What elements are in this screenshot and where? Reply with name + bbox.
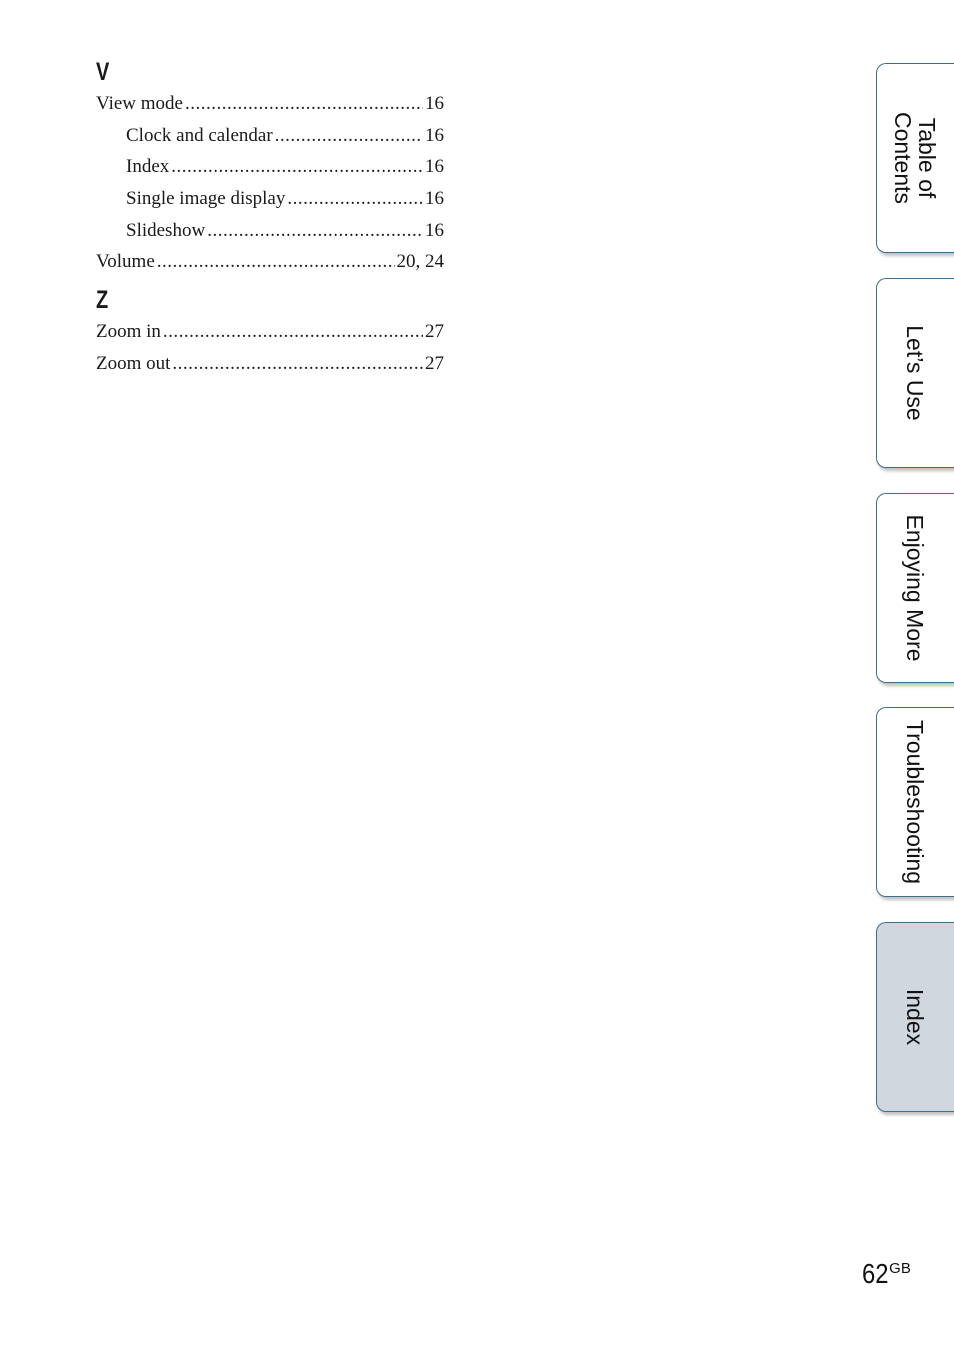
- entry-page[interactable]: 16: [425, 219, 444, 241]
- dot-leader: [207, 215, 423, 247]
- entry-term: Slideshow: [126, 219, 206, 241]
- page-number: [862, 1258, 911, 1290]
- entry-term: Zoom out: [96, 352, 171, 374]
- entry-term: Clock and calendar: [126, 124, 273, 146]
- tab-label: Enjoying More: [901, 514, 928, 662]
- tab-label: Index: [901, 988, 928, 1046]
- index-entry-zoom-in[interactable]: [96, 316, 444, 348]
- dot-leader: [287, 183, 423, 215]
- page-number-value: 62: [862, 1258, 889, 1289]
- tab-label-line2: Contents: [889, 111, 916, 205]
- index-entry-view-mode[interactable]: [96, 88, 444, 120]
- section-heading-z: Z: [96, 286, 109, 315]
- dot-leader: [275, 120, 423, 152]
- tab-troubleshooting[interactable]: [876, 707, 954, 897]
- index-entry-index[interactable]: [96, 151, 444, 183]
- index-entry-single-image-display[interactable]: [96, 183, 444, 215]
- entry-term: Zoom in: [96, 321, 161, 343]
- entry-page[interactable]: 16: [425, 188, 444, 210]
- entry-page[interactable]: 27: [425, 352, 444, 374]
- tab-label: Let’s Use: [901, 325, 928, 421]
- entry-page[interactable]: 16: [425, 156, 444, 178]
- index-entry-volume[interactable]: [96, 246, 444, 278]
- dot-leader: [172, 348, 423, 380]
- entry-page[interactable]: 27: [425, 321, 444, 343]
- entry-term: Single image display: [126, 188, 286, 210]
- entry-term: Index: [126, 156, 170, 178]
- tab-table-of-contents[interactable]: [876, 63, 954, 253]
- page-number-suffix: GB: [889, 1260, 911, 1277]
- tab-enjoying-more[interactable]: [876, 493, 954, 683]
- entry-term: Volume: [96, 251, 155, 273]
- entry-page[interactable]: 16: [425, 124, 444, 146]
- dot-leader: [185, 88, 423, 120]
- index-entry-zoom-out[interactable]: [96, 348, 444, 380]
- tab-lets-use[interactable]: [876, 278, 954, 468]
- index-entry-slideshow[interactable]: [96, 215, 444, 247]
- index-entry-clock-and-calendar[interactable]: [96, 120, 444, 152]
- tab-label: Troubleshooting: [901, 719, 928, 885]
- entry-term: View mode: [96, 93, 183, 114]
- entry-page[interactable]: 20, 24: [396, 251, 444, 273]
- tab-label: [891, 112, 939, 204]
- dot-leader: [171, 151, 423, 183]
- section-heading-v: V: [96, 58, 110, 86]
- entry-page[interactable]: 16: [425, 93, 444, 114]
- dot-leader: [157, 246, 395, 278]
- tab-index[interactable]: [876, 922, 954, 1112]
- index-column: [96, 56, 444, 380]
- dot-leader: [163, 316, 423, 348]
- tab-label-line1: Table of: [913, 117, 940, 199]
